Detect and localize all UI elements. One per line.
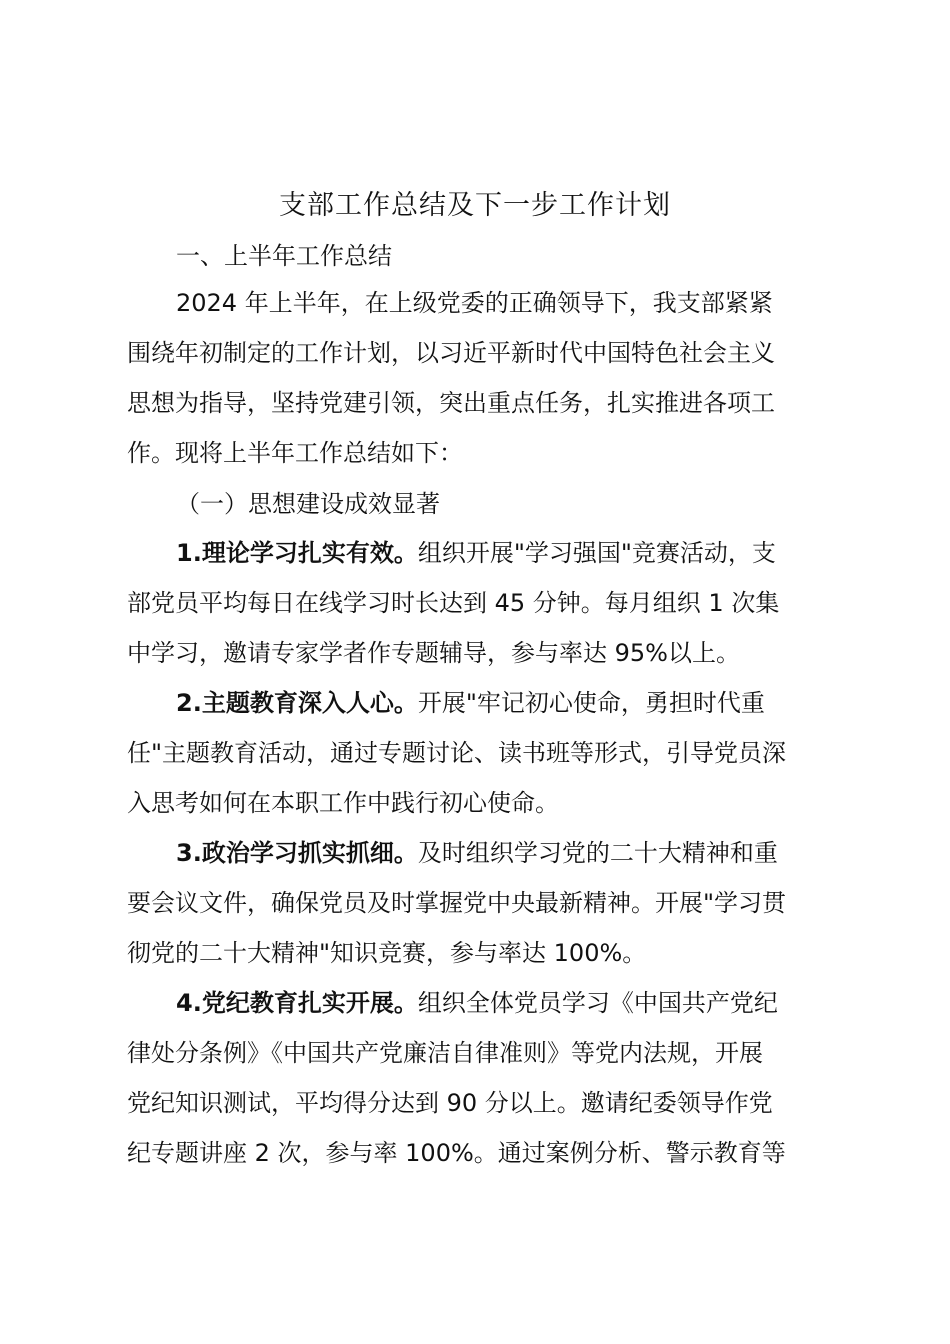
- item-line: 任"主题教育活动，通过专题讨论、读书班等形式，引导党员深: [127, 739, 787, 767]
- item-first-text: 组织全体党员学习《中国共产党纪: [417, 989, 778, 1017]
- item-line: 部党员平均每日在线学习时长达到 45 分钟。每月组织 1 次集: [127, 589, 780, 617]
- item-lead: 1.理论学习扎实有效。: [176, 539, 418, 567]
- item-paragraph-4: [127, 978, 833, 1178]
- item-line: 彻党的二十大精神"知识竞赛，参与率达 100%。: [127, 939, 647, 967]
- item-first-line: [127, 978, 833, 1028]
- item-line: 要会议文件，确保党员及时掌握党中央最新精神。开展"学习贯: [127, 889, 787, 917]
- intro-line: 围绕年初制定的工作计划，以习近平新时代中国特色社会主义: [127, 339, 775, 367]
- document-title: 支部工作总结及下一步工作计划: [279, 190, 671, 221]
- item-paragraph-3: [127, 828, 833, 978]
- item-first-text: 开展"牢记初心使命，勇担时代重: [417, 689, 765, 717]
- item-line: 纪专题讲座 2 次，参与率 100%。通过案例分析、警示教育等: [127, 1139, 786, 1167]
- item-line: 党纪知识测试，平均得分达到 90 分以上。邀请纪委领导作党: [127, 1089, 773, 1117]
- section-heading-summary: 一、上半年工作总结: [176, 242, 392, 270]
- item-first-text: 组织开展"学习强国"竞赛活动，支: [417, 539, 776, 567]
- intro-paragraph: [127, 278, 833, 478]
- item-first-text: 及时组织学习党的二十大精神和重: [417, 839, 778, 867]
- item-first-line: [127, 678, 833, 728]
- item-lead: 2.主题教育深入人心。: [176, 689, 418, 717]
- intro-line: 思想为指导，坚持党建引领，突出重点任务，扎实推进各项工: [127, 389, 775, 417]
- item-lead: 4.党纪教育扎实开展。: [176, 989, 418, 1017]
- item-paragraph-2: [127, 678, 833, 828]
- item-paragraph-1: [127, 528, 833, 678]
- item-line: 律处分条例》《中国共产党廉洁自律准则》等党内法规，开展: [127, 1039, 763, 1067]
- intro-line: 2024 年上半年，在上级党委的正确领导下，我支部紧紧: [176, 289, 773, 317]
- item-line: 中学习，邀请专家学者作专题辅导，参与率达 95%以上。: [127, 639, 740, 667]
- item-first-line: [127, 528, 833, 578]
- subsection-heading-ideology: （一）思想建设成效显著: [176, 490, 440, 518]
- item-line: 入思考如何在本职工作中践行初心使命。: [127, 789, 559, 817]
- intro-line: 作。现将上半年工作总结如下：: [127, 439, 463, 467]
- item-lead: 3.政治学习抓实抓细。: [176, 839, 418, 867]
- item-first-line: [127, 828, 833, 878]
